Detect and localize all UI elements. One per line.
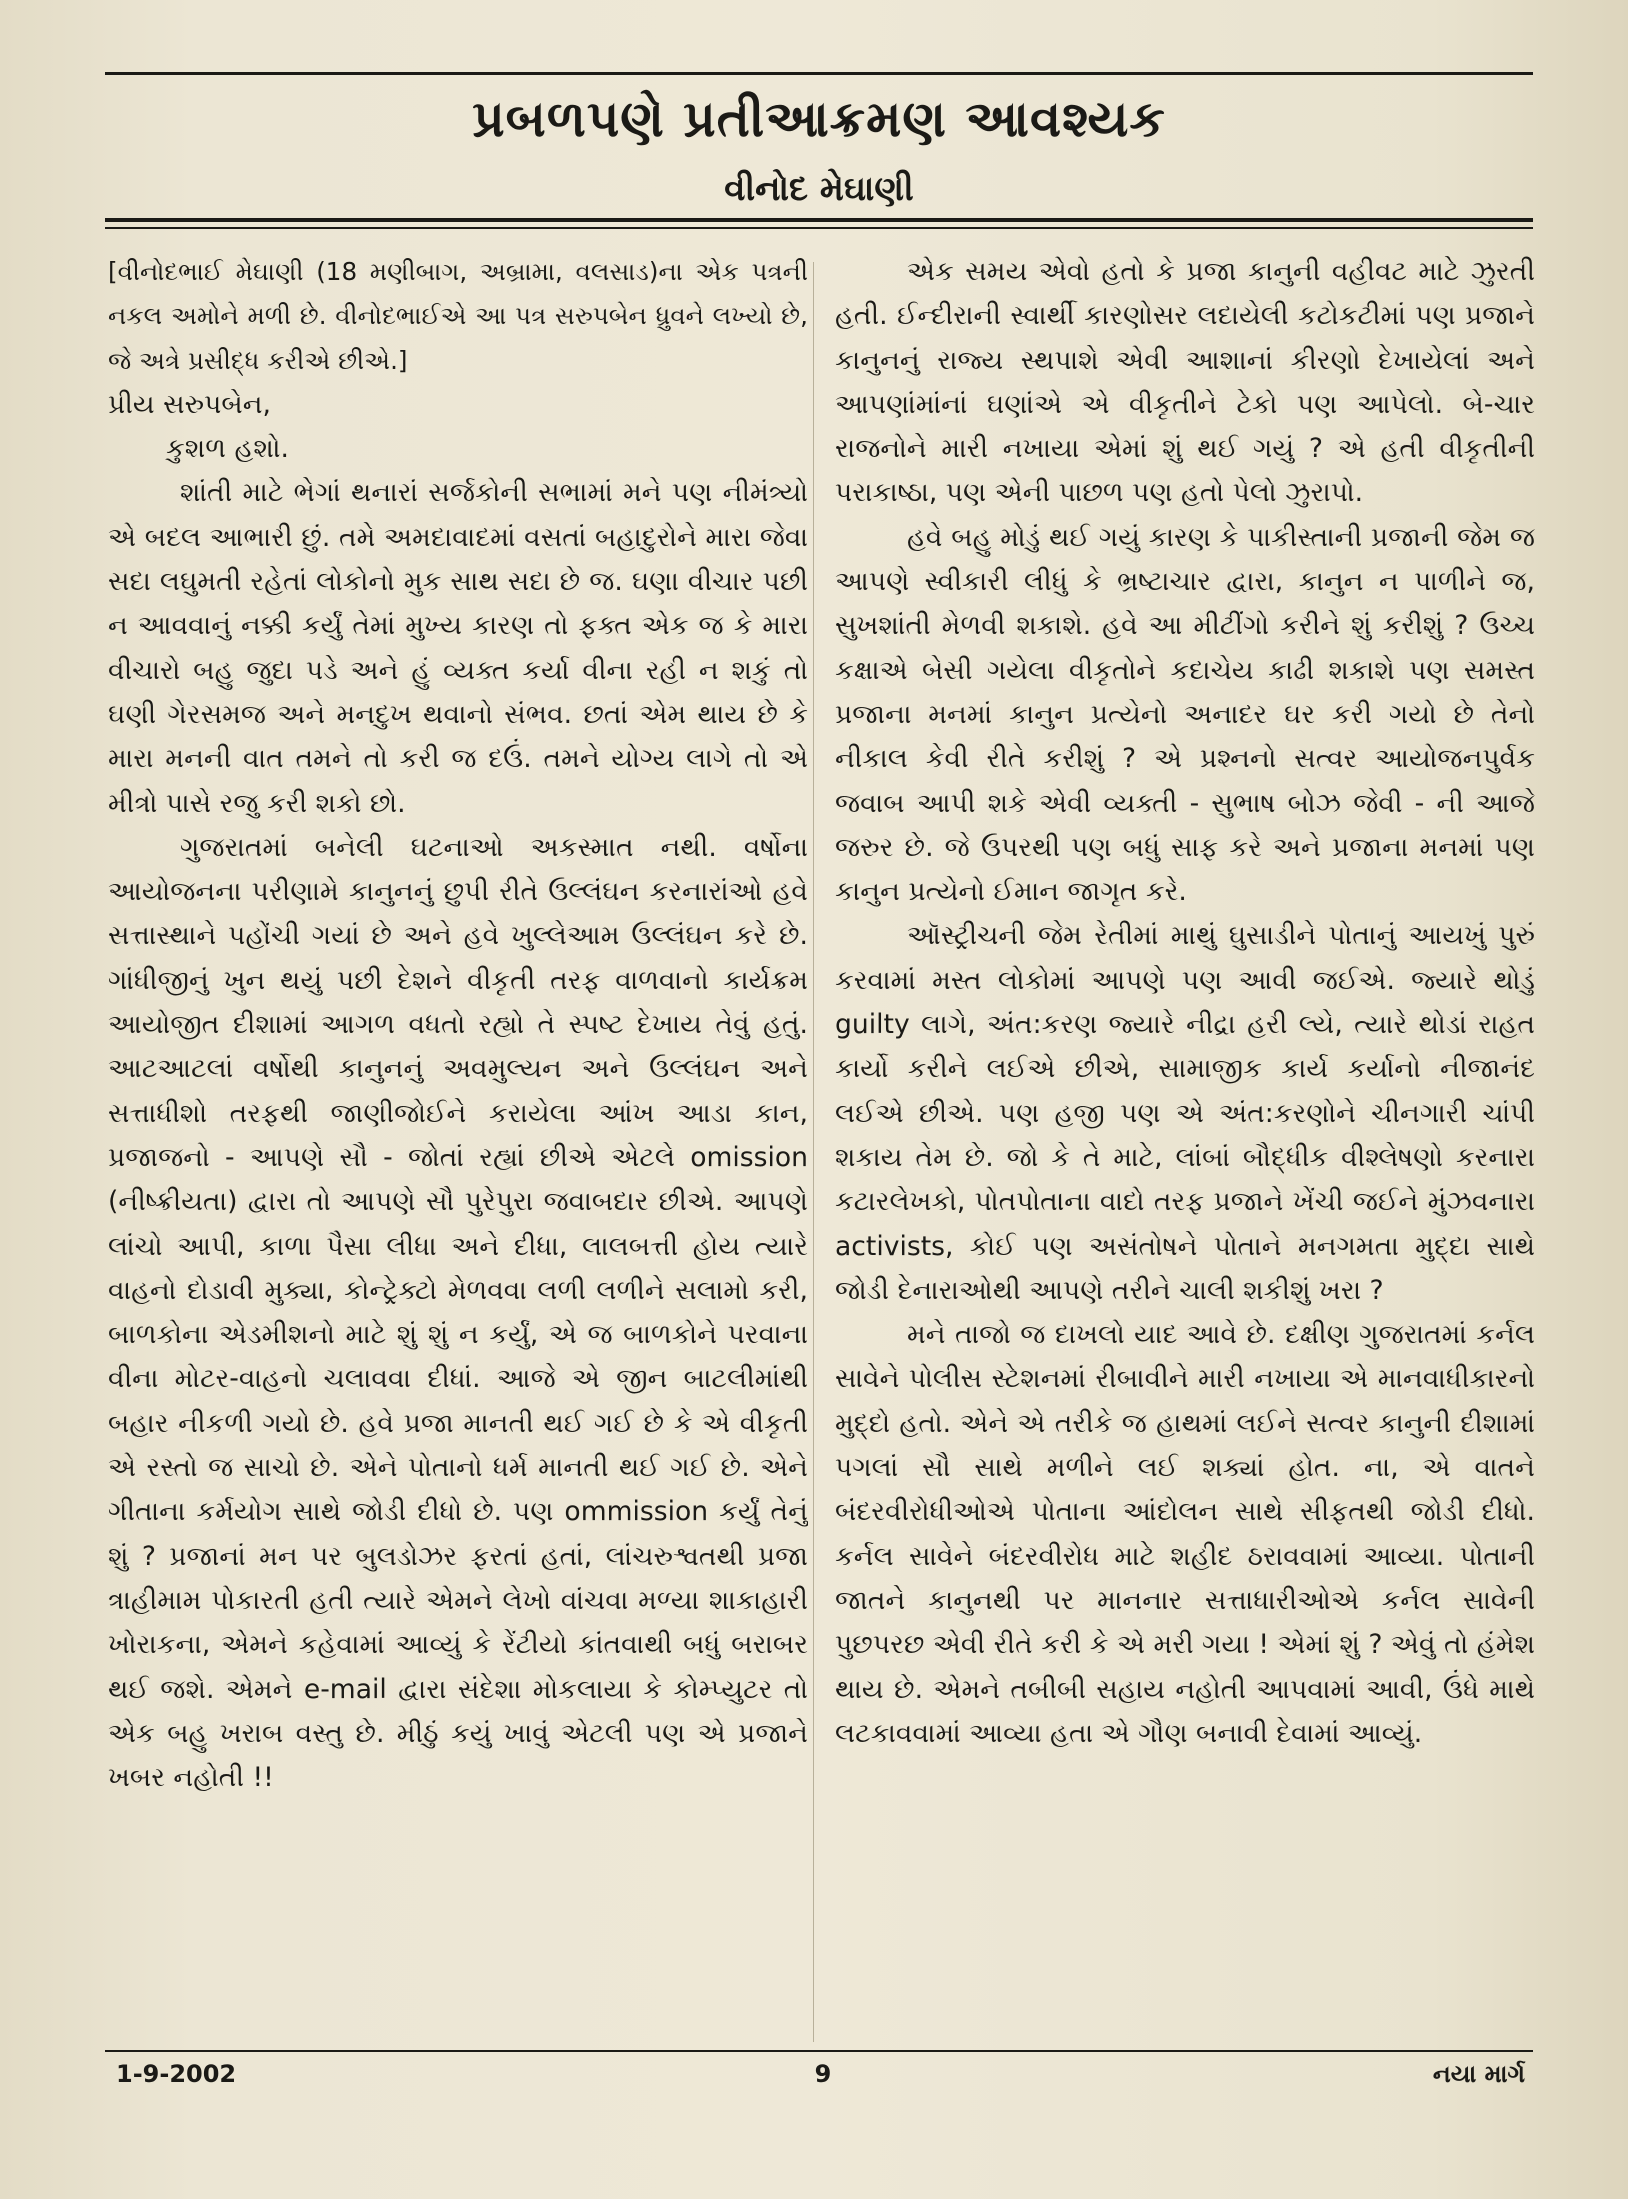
publication-name: નયા માર્ગ bbox=[1432, 2060, 1525, 2088]
header-rule-thin bbox=[105, 227, 1533, 229]
right-paragraph: હવે બહુ મોડું થઈ ગયું કારણ કે પાકીસ્તાની પ્રજાની જેમ જ આપણે સ્વીકારી લીધું કે ભ્રષ્ટાચાર દ્વારા, કાનુન ન પાળીને જ, સુખશાંતી મેળવી શકાશે. હવે આ મીટીંગો કરીને શું કરીશું ? ઉચ્ચ કક્ષાએ બેસી ગયેલા વીકૃતોને કદાચેય કાઢી શકાશે પણ સમસ્ત પ્રજાના મનમાં કાનુન પ્રત્યેનો અનાદર ઘર કરી ગયો છે તેનો નીકાલ કેવી રીતે કરીશું ? એ પ્રશ્નનો સત્વર આયોજનપુર્વક જવાબ આપી શકે એવી વ્યક્તી - સુભાષ બોઝ જેવી - ની આજે જરુર છે. જે ઉપરથી પણ બધું સાફ કરે અને પ્રજાના મનમાં પણ કાનુન પ્રત્યેનો ઈમાન જાગૃત કરે. bbox=[835, 521, 1535, 908]
header-rule-thick bbox=[105, 218, 1533, 222]
right-paragraph: મને તાજો જ દાખલો યાદ આવે છે. દક્ષીણ ગુજરાતમાં કર્નલ સાવેને પોલીસ સ્ટેશનમાં રીબાવીને મારી નખાયા એ માનવાધીકારનો મુદ્દો હતો. એને એ તરીકે જ હાથમાં લઈને સત્વર કાનુની દીશામાં પગલાં સૌ સાથે મળીને લઈ શક્યાં હોત. ના, એ વાતને બંદરવીરોધીઓએ પોતાના આંદોલન સાથે સીફતથી જોડી દીધો. કર્નલ સાવેને બંદરવીરોધ માટે શહીદ ઠરાવવામાં આવ્યા. પોતાની જાતને કાનુનથી પર માનનાર સત્તાધારીઓએ કર્નલ સાવેની પુછપરછ એવી રીતે કરી કે એ મરી ગયા ! એમાં શું ? એવું તો હંમેશ થાય છે. એમને તબીબી સહાય નહોતી આપવામાં આવી, ઉંધે માથે લટકાવવામાં આવ્યા હતા એ ગૌણ બનાવી દેવામાં આવ્યું. bbox=[835, 1319, 1535, 1749]
editor-note: [વીનોદભાઈ મેઘાણી (18 મણીબાગ, અબ્રામા, વલસાડ)ના એક પત્રની નકલ અમોને મળી છે. વીનોદભાઈએ આ પત્ર સરુપબેન ધ્રુવને લખ્યો છે, જે અત્રે પ્રસીદ્ધ કરીએ છીએ.] bbox=[108, 257, 808, 375]
left-paragraph: શાંતી માટે ભેગાં થનારાં સર્જકોની સભામાં મને પણ નીમંત્ર્યો એ બદલ આભારી છું. તમે અમદાવાદમાં વસતાં બહાદુરોને મારા જેવા સદા લઘુમતી રહેતાં લોકોનો મુક સાથ સદા છે જ. ઘણા વીચાર પછી ન આવવાનું નક્કી કર્યું તેમાં મુખ્ય કારણ તો ફક્ત એક જ કે મારા વીચારો બહુ જુદા પડે અને હું વ્યક્ત કર્યા વીના રહી ન શકું તો ઘણી ગેરસમજ અને મનદુખ થવાનો સંભવ. છતાં એમ થાય છે કે મારા મનની વાત તમને તો કરી જ દઉં. તમને યોગ્ય લાગે તો એ મીત્રો પાસે રજુ કરી શકો છો. bbox=[108, 477, 808, 819]
letter-greeting: કુશળ હશો. bbox=[166, 433, 289, 465]
page-number: 9 bbox=[814, 2060, 832, 2088]
top-rule bbox=[105, 72, 1533, 75]
author-name: વીનોદ મેઘાણી bbox=[724, 169, 914, 209]
left-column bbox=[108, 250, 808, 2055]
left-paragraph: ગુજરાતમાં બનેલી ઘટનાઓ અકસ્માત નથી. વર્ષોના આયોજનના પરીણામે કાનુનનું છુપી રીતે ઉલ્લંઘન કરનારાંઓ હવે સત્તાસ્થાને પહોંચી ગયાં છે અને હવે ખુલ્લેઆમ ઉલ્લંઘન કરે છે. ગાંધીજીનું ખુન થયું પછી દેશને વીકૃતી તરફ વાળવાનો કાર્યક્રમ આયોજીત દીશામાં આગળ વધતો રહ્યો તે સ્પષ્ટ દેખાય તેવું હતું. આટઆટલાં વર્ષોથી કાનુનનું અવમુલ્યન અને ઉલ્લંઘન અને સત્તાધીશો તરફથી જાણીજોઈને કરાયેલા આંખ આડા કાન, પ્રજાજનો - આપણે સૌ - જોતાં રહ્યાં છીએ એટલે omission (નીષ્ક્રીયતા) દ્વારા તો આપણે સૌ પુરેપુરા જવાબદાર છીએ. આપણે લાંચો આપી, કાળા પૈસા લીધા અને દીધા, લાલબત્તી હોય ત્યારે વાહનો દોડાવી મુક્યા, કોન્ટ્રેક્ટો મેળવવા લળી લળીને સલામો કરી, બાળકોના એડમીશનો માટે શું શું ન કર્યું, એ જ બાળકોને પરવાના વીના મોટર-વાહનો ચલાવવા દીધાં. આજે એ જીન બાટલીમાંથી બહાર નીકળી ગયો છે. હવે પ્રજા માનતી થઈ ગઈ છે કે એ વીકૃતી એ રસ્તો જ સાચો છે. એને પોતાનો ધર્મ માનતી થઈ ગઈ છે. એને ગીતાના કર્મયોગ સાથે જોડી દીધો છે. પણ ommission કર્યું તેનું શું ? પ્રજાનાં મન પર બુલડોઝર ફરતાં હતાં, લાંચરુશ્વતથી પ્રજા ત્રાહીમામ પોકારતી હતી ત્યારે એમને લેખો વાંચવા મળ્યા શાકાહારી ખોરાકના, એમને કહેવામાં આવ્યું કે રેંટીયો કાંતવાથી બધું બરાબર થઈ જશે. એમને e-mail દ્વારા સંદેશા મોકલાયા કે કોમ્પ્યુટર તો એક બહુ ખરાબ વસ્તુ છે. મીઠું કયું ખાવું એટલી પણ એ પ્રજાને ખબર નહોતી !! bbox=[108, 831, 808, 1794]
column-divider bbox=[813, 262, 814, 2042]
article-title: પ્રબળપણે પ્રતીઆક્રમણ આવશ્યક bbox=[472, 90, 1166, 148]
right-paragraph: ઑસ્ટ્રીચની જેમ રેતીમાં માથું ઘુસાડીને પોતાનું આયખું પુરું કરવામાં મસ્ત લોકોમાં આપણે પણ આવી જઈએ. જ્યારે થોડું guilty લાગે, અંત:કરણ જ્યારે નીદ્રા હરી લ્યે, ત્યારે થોડાં રાહત કાર્યો કરીને લઈએ છીએ, સામાજીક કાર્ય કર્યાનો નીજાનંદ લઈએ છીએ. પણ હજી પણ એ અંત:કરણોને ચીનગારી ચાંપી શકાય તેમ છે. જો કે તે માટે, લાંબાં બૌદ્ધીક વીશ્લેષણો કરનારા કટારલેખકો, પોતપોતાના વાદો તરફ પ્રજાને ખેંચી જઈને મુંઝવનારા activists, કોઈ પણ અસંતોષને પોતાને મનગમતા મુદ્દા સાથે જોડી દેનારાઓથી આપણે તરીને ચાલી શકીશું ખરા ? bbox=[835, 920, 1535, 1306]
footer-date: 1-9-2002 bbox=[116, 2060, 237, 2088]
footer-rule bbox=[105, 2050, 1533, 2052]
right-column bbox=[835, 250, 1535, 2055]
letter-salutation: પ્રીય સરુપબેન, bbox=[108, 388, 272, 420]
right-paragraph: એક સમય એવો હતો કે પ્રજા કાનુની વહીવટ માટે ઝુરતી હતી. ઈન્દીરાની સ્વાર્થી કારણોસર લદાયેલી કટોકટીમાં પણ પ્રજાને કાનુનનું રાજ્ય સ્થપાશે એવી આશાનાં કીરણો દેખાયેલાં અને આપણાંમાંનાં ઘણાંએ એ વીકૃતીને ટેકો પણ આપેલો. બે-ચાર રાજનોને મારી નખાયા એમાં શું થઈ ગયું ? એ હતી વીકૃતીની પરાકાષ્ઠા, પણ એની પાછળ પણ હતો પેલો ઝુરાપો. bbox=[835, 256, 1535, 509]
